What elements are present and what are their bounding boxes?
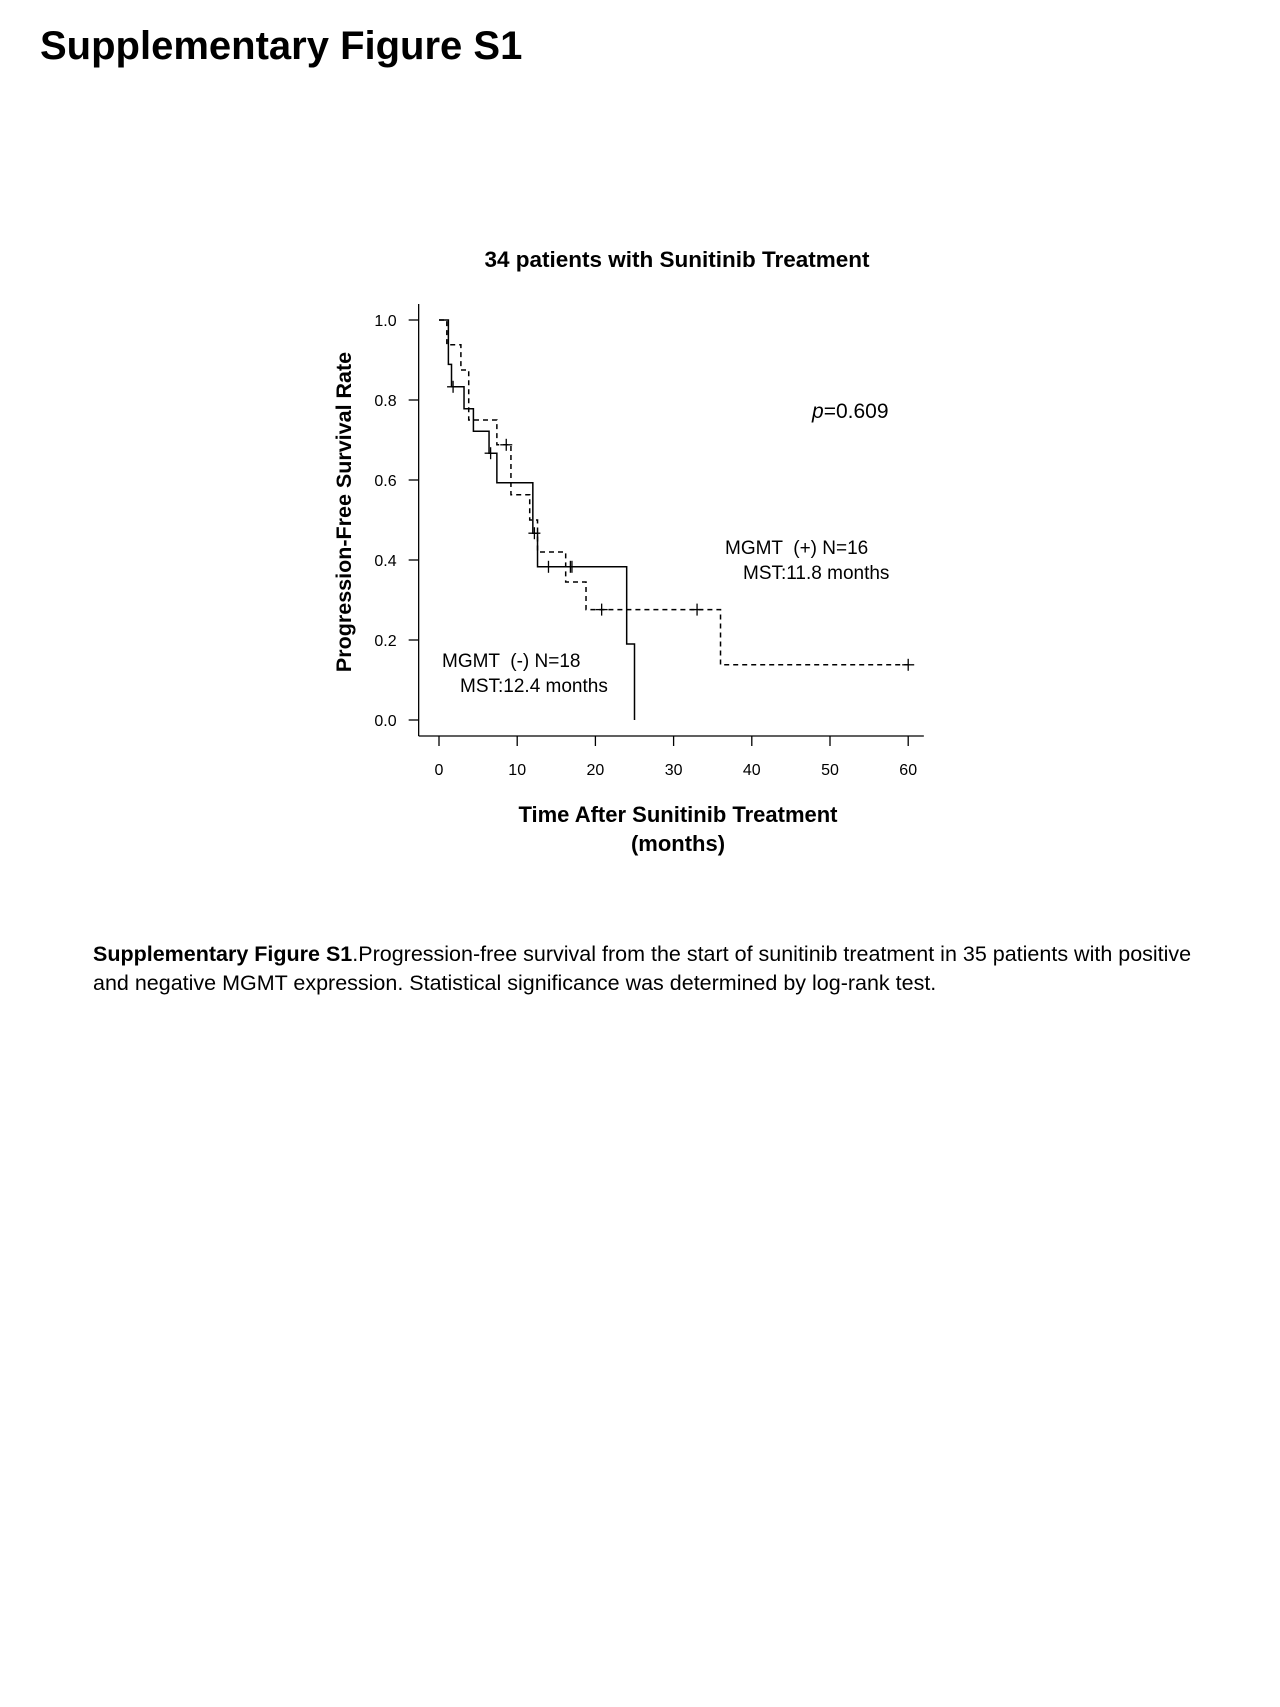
legend-mgmt-positive: MGMT (+) N=16 [725, 538, 869, 559]
y-tick-label: 0.0 [374, 713, 397, 730]
caption-label: Supplementary Figure S1 [93, 942, 353, 966]
x-tick-label: 20 [586, 762, 605, 779]
legend-mgmt-negative: MGMT (-) N=18 [442, 651, 581, 672]
curve-mgmt-positive [439, 320, 908, 665]
x-tick-label: 10 [508, 762, 527, 779]
p-value-symbol: p [812, 400, 824, 423]
x-tick-label: 50 [821, 762, 839, 779]
p-value-number: =0.609 [823, 400, 889, 423]
caption-text: .Progression-free survival from the start of sunitinib treatment in 35 patients with positive and negative MGMT expression. Statistical significance was determined by log-rank test. [93, 942, 1192, 995]
legend-mgmt-negative-mst: MST:12.4 months [460, 676, 608, 697]
chart-title: 34 patients with Sunitinib Treatment [484, 247, 870, 272]
y-tick-label: 0.2 [374, 633, 397, 650]
x-tick-label: 0 [434, 762, 444, 779]
y-tick-label: 0.4 [374, 553, 397, 570]
x-axis-label-unit: (months) [630, 831, 726, 856]
x-tick-label: 40 [742, 762, 761, 779]
y-tick-label: 0.6 [374, 473, 397, 490]
legend-mgmt-positive-mst: MST:11.8 months [743, 563, 890, 584]
x-axis-label: Time After Sunitinib Treatment [518, 802, 838, 827]
p-value [811, 400, 889, 423]
y-axis-label: Progression-Free Survival Rate [332, 351, 356, 673]
y-tick-label: 0.8 [374, 393, 397, 410]
x-tick-label: 30 [664, 762, 683, 779]
y-tick-label: 1.0 [374, 313, 397, 330]
censor-marks [447, 381, 914, 671]
page-title: Supplementary Figure S1 [40, 24, 523, 68]
figure-caption [93, 940, 1213, 998]
x-tick-label: 60 [899, 762, 918, 779]
